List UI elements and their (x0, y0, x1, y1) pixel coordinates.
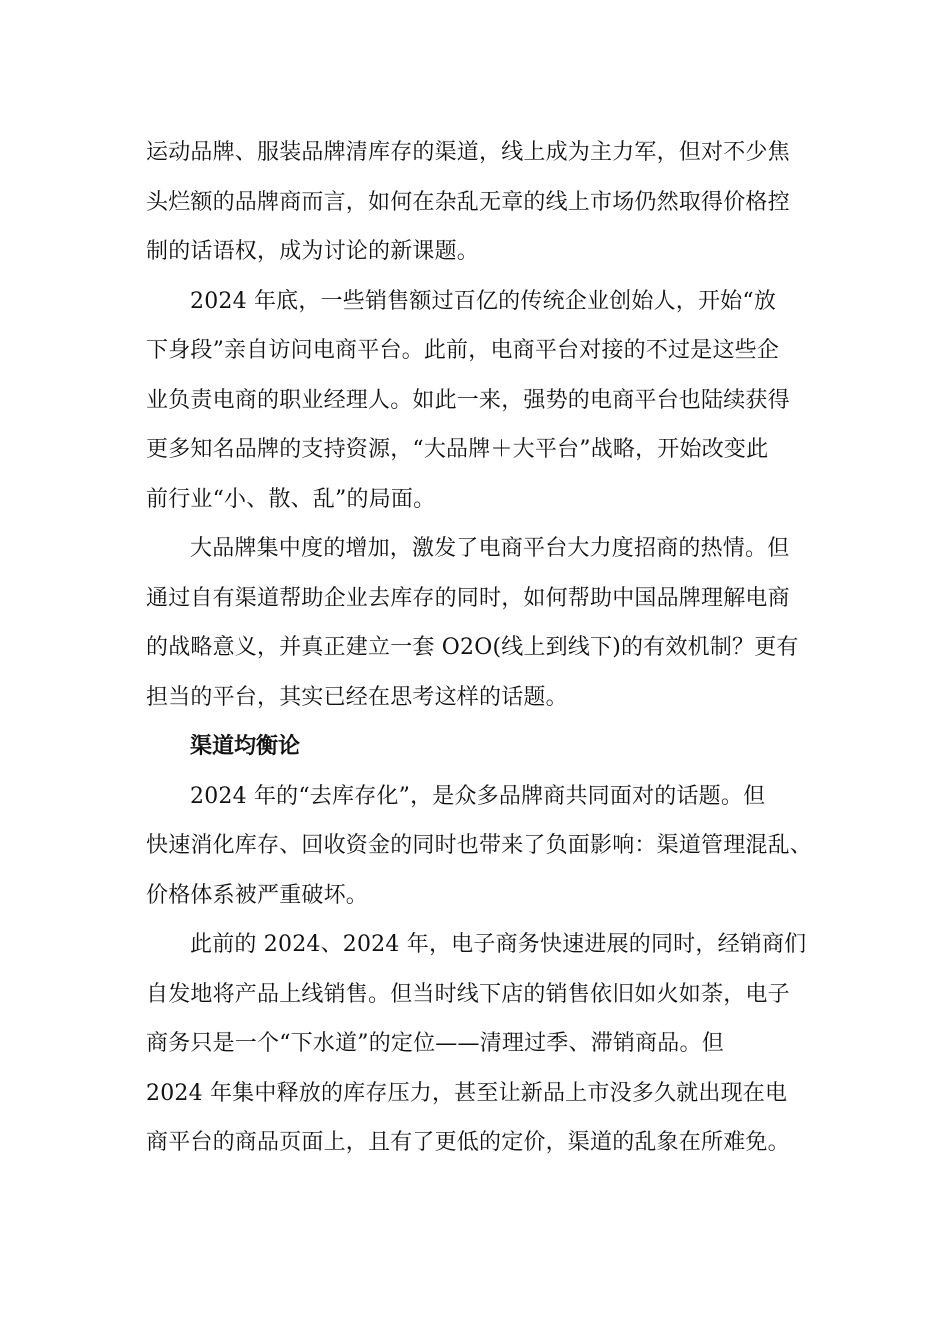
paragraph-line: 此前的 2024、2024 年，电子商务快速进展的同时，经销商们 (190, 932, 807, 957)
paragraph-line: 下身段”亲自访问电商平台。此前，电商平台对接的不过是这些企 (146, 338, 780, 363)
paragraph-line: 商务只是一个“下水道”的定位——清理过季、滞销商品。但 (146, 1031, 724, 1056)
paragraph-line: 大品牌集中度的增加，激发了电商平台大力度招商的热情。但 (190, 536, 790, 561)
section-heading: 渠道均衡论 (190, 733, 301, 759)
paragraph-line: 头烂额的品牌商而言，如何在杂乱无章的线上市场仍然取得价格控 (146, 189, 790, 215)
paragraph-line: 前行业“小、散、乱”的局面。 (146, 486, 436, 512)
paragraph-line: 快速消化库存、回收资金的同时也带来了负面影响：渠道管理混乱、 (146, 833, 813, 858)
paragraph-line: 2024 年底，一些销售额过百亿的传统企业创始人，开始“放 (190, 288, 777, 314)
paragraph-4 (146, 772, 813, 921)
paragraph-line: 自发地将产品上线销售。但当时线下店的销售依旧如火如荼，电子 (146, 981, 790, 1007)
paragraph-line: 2024 年集中释放的库存压力，甚至让新品上市没多久就出现在电 (146, 1080, 788, 1106)
paragraph-line: 运动品牌、服装品牌清库存的渠道，线上成为主力军，但对不少焦 (146, 140, 790, 165)
paragraph-line: 价格体系被严重破坏。 (146, 882, 369, 908)
paragraph-line: 通过自有渠道帮助企业去库存的同时，如何帮助中国品牌理解电商 (146, 585, 790, 611)
paragraph-2 (146, 277, 796, 525)
paragraph-3 (146, 524, 799, 722)
paragraph-line: 的战略意义，并真正建立一套 O2O(线上到线下)的有效机制？更有 (146, 635, 799, 660)
paragraph-line: 担当的平台，其实已经在思考这样的话题。 (146, 684, 568, 710)
paragraph-line: 制的话语权，成为讨论的新课题。 (146, 239, 480, 264)
paragraph-5 (146, 920, 807, 1168)
paragraph-1 (146, 128, 796, 277)
paragraph-line: 商平台的商品页面上，且有了更低的定价，渠道的乱象在所难免。 (146, 1130, 790, 1155)
paragraph-line: 更多知名品牌的支持资源，“大品牌＋大平台”战略，开始改变此 (146, 437, 769, 462)
paragraph-line: 业负责电商的职业经理人。如此一来，强势的电商平台也陆续获得 (146, 387, 790, 413)
paragraph-line: 2024 年的“去库存化”，是众多品牌商共同面对的话题。但 (190, 783, 766, 809)
document-body (146, 128, 813, 1168)
